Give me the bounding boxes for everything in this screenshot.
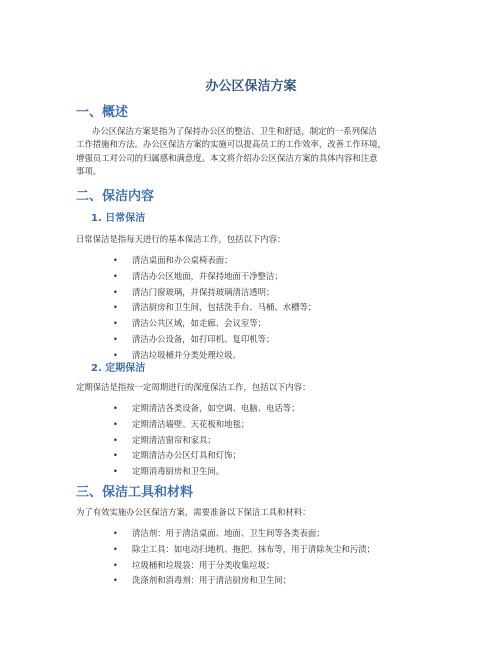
list-item: • 定期清洁各类设备，如空调、电脑、电话等；: [113, 401, 300, 417]
list-item: • 清洁公共区域，如走廊、会议室等；: [113, 316, 316, 332]
list-item: • 除尘工具：如电动扫地机、拖把、抹布等，用于清除灰尘和污渍；: [113, 542, 375, 558]
list-item: • 清洁办公区地面，并保持地面干净整洁；: [113, 269, 316, 285]
list-item: • 清洁门窗玻璃，并保持玻璃清洁透明；: [113, 285, 316, 301]
paragraph-line: 增强员工对公司的归属感和满意度。本文将介绍办公区保洁方案的具体内容和注意: [76, 152, 378, 163]
bullet-icon: •: [113, 303, 118, 313]
paragraph-line: 定期保洁是指按一定周期进行的深度保洁工作，包括以下内容：: [76, 382, 311, 392]
list-item: • 定期清洁窗帘和家具；: [113, 433, 300, 449]
list-item: • 定期消毒厨房和卫生间。: [113, 464, 300, 480]
bullet-icon: •: [113, 350, 118, 360]
section-heading-cleaning-content: 二、保洁内容: [76, 189, 155, 204]
list-item: • 清洁桌面和办公桌椅表面；: [113, 253, 316, 269]
bullet-icon: •: [113, 576, 118, 586]
list-item: • 清洁剂：用于清洁桌面、地面、卫生间等各类表面；: [113, 526, 375, 542]
list-item: • 定期清洁办公区灯具和灯饰；: [113, 448, 300, 464]
daily-intro: [76, 233, 434, 246]
bullet-icon: •: [113, 319, 118, 329]
bullet-icon: •: [113, 287, 118, 297]
bullet-icon: •: [113, 271, 118, 281]
subsection-heading-periodic: 2. 定期保洁: [91, 363, 146, 374]
list-item: • 清洁办公设备，如打印机、复印机等；: [113, 332, 316, 348]
bullet-icon: •: [113, 419, 118, 429]
tools-intro: [76, 506, 434, 519]
paragraph-line: 日常保洁是指每天进行的基本保洁工作，包括以下内容：: [76, 234, 286, 244]
paragraph-line: 办公区保洁方案是指为了保持办公区的整洁、卫生和舒适，制定的一系列保洁: [92, 126, 377, 136]
periodic-task-list: [113, 401, 300, 480]
bullet-icon: •: [113, 334, 118, 344]
bullet-icon: •: [113, 451, 118, 461]
tools-list: [113, 526, 375, 589]
document-title: 办公区保洁方案: [205, 79, 297, 94]
daily-task-list: [113, 253, 316, 364]
bullet-icon: •: [113, 560, 118, 570]
list-item: • 洗涤剂和消毒剂：用于清洁厨房和卫生间；: [113, 573, 375, 589]
list-item: • 垃圾桶和垃圾袋：用于分类收集垃圾；: [113, 558, 375, 574]
periodic-intro: [76, 381, 434, 394]
bullet-icon: •: [113, 467, 118, 477]
list-item: • 清洁垃圾桶并分类处理垃圾。: [113, 348, 316, 364]
subsection-heading-daily: 1. 日常保洁: [91, 213, 146, 224]
list-item: • 定期清洁墙壁、天花板和地毯；: [113, 417, 300, 433]
overview-paragraph: [76, 125, 434, 179]
bullet-icon: •: [113, 435, 118, 445]
paragraph-line: 工作措施和方法。办公区保洁方案的实施可以提高员工的工作效率，改善工作环境，: [76, 139, 386, 150]
bullet-icon: •: [113, 256, 118, 265]
bullet-icon: •: [113, 529, 118, 538]
paragraph-line: 事项。: [76, 166, 102, 177]
paragraph-line: 为了有效实施办公区保洁方案，需要准备以下保洁工具和材料：: [76, 507, 311, 517]
bullet-icon: •: [113, 544, 118, 554]
list-item: • 清洁厨房和卫生间，包括洗手台、马桶、水槽等；: [113, 300, 316, 316]
bullet-icon: •: [113, 404, 118, 413]
section-heading-overview: 一、概述: [76, 105, 129, 120]
section-heading-tools-materials: 三、保洁工具和材料: [76, 485, 194, 500]
